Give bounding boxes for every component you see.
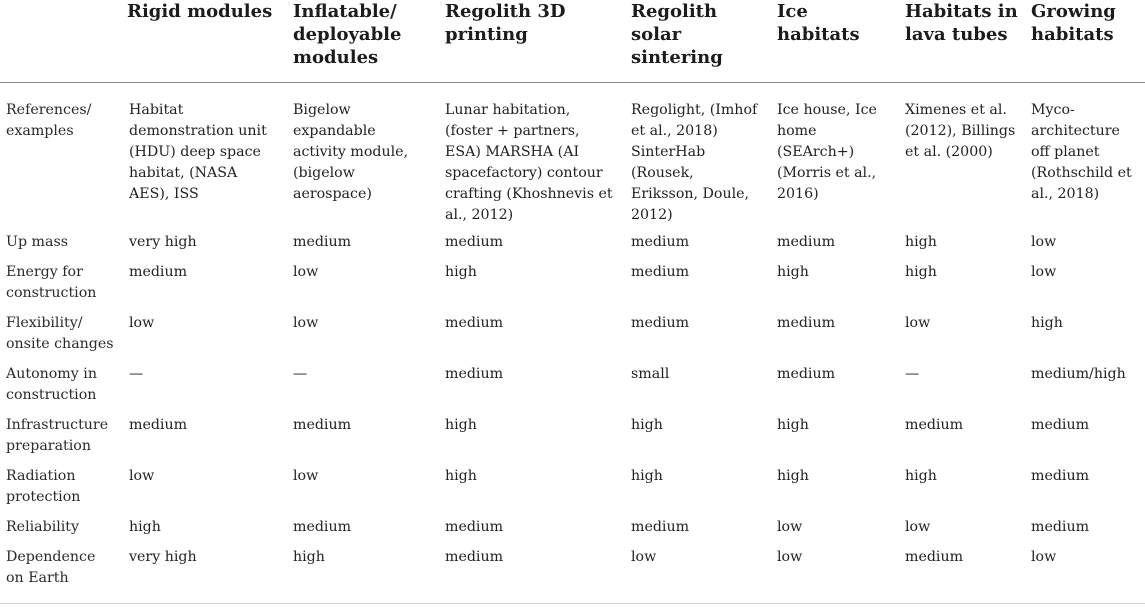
table-row: [0, 466, 1145, 517]
table-cell: low: [777, 519, 803, 535]
table-cell: —: [129, 366, 144, 382]
table-cell: high: [777, 264, 809, 280]
table-cell: medium: [1031, 519, 1090, 535]
table-cell: medium/high: [1031, 366, 1126, 382]
table-cell: medium: [445, 366, 504, 382]
table-cell: medium: [445, 519, 504, 535]
table-cell: high: [777, 468, 809, 484]
table-cell: medium: [631, 264, 690, 280]
row-label: Flexibility/ onsite changes: [6, 315, 114, 352]
row-label: Dependence on Earth: [0, 547, 121, 604]
table-cell: medium: [439, 547, 625, 604]
table-cell: medium: [777, 315, 836, 331]
table-cell: low: [129, 468, 155, 484]
table-cell: medium: [777, 366, 836, 382]
table-cell: medium: [293, 417, 352, 433]
row-label: Radiation protection: [6, 468, 81, 505]
table-cell: low: [293, 264, 319, 280]
table-cell: very high: [129, 234, 197, 250]
table-cell: high: [1031, 315, 1063, 331]
table-cell: low: [293, 315, 319, 331]
header-ice-habitats: Ice habitats: [771, 0, 899, 83]
row-label: References/ examples: [6, 102, 92, 139]
table-cell: high: [777, 417, 809, 433]
table-cell: high: [445, 264, 477, 280]
table-cell: Habitat demonstration unit (HDU) deep space habitat, (NASA AES), ISS: [129, 102, 267, 202]
table-cell: low: [293, 468, 319, 484]
table-cell: —: [293, 366, 308, 382]
table-row: [0, 517, 1145, 547]
table-cell: medium: [293, 234, 352, 250]
table-cell: medium: [631, 234, 690, 250]
row-label: Autonomy in construction: [6, 366, 97, 403]
table-cell: small: [631, 366, 670, 382]
table-cell: low: [1031, 264, 1057, 280]
table-cell: high: [631, 468, 663, 484]
table-row: [0, 262, 1145, 313]
table-cell: high: [905, 468, 937, 484]
table-row: [0, 364, 1145, 415]
table-cell: Bigelow expandable activity module, (bigelow aerospace): [293, 102, 409, 202]
header-row: [0, 0, 1145, 83]
table-cell: Lunar habitation, (foster + partners, ESA) MARSHA (AI spacefactory) contour crafting (Khoshnevis et al., 2012): [445, 102, 613, 223]
table-cell: high: [445, 417, 477, 433]
table-cell: medium: [129, 264, 188, 280]
header-regolith-3d-printing: Regolith 3D printing: [439, 0, 625, 83]
table-cell: medium: [905, 417, 964, 433]
table-cell: high: [287, 547, 439, 604]
table-cell: high: [905, 264, 937, 280]
table-cell: low: [625, 547, 771, 604]
table-cell: —: [905, 366, 920, 382]
row-label: Energy for construction: [6, 264, 97, 301]
table-row: [0, 415, 1145, 466]
table-cell: low: [905, 315, 931, 331]
table-cell: medium: [129, 417, 188, 433]
row-label: Reliability: [6, 519, 80, 535]
table-row: [0, 232, 1145, 262]
table-cell: medium: [1031, 417, 1090, 433]
table-cell: low: [129, 315, 155, 331]
table-cell: Myco-architecture off planet (Rothschild et al., 2018): [1031, 102, 1132, 202]
table-cell: medium: [899, 547, 1025, 604]
table-cell: Ice house, Ice home (SEArch+) (Morris et al., 2016): [777, 102, 877, 202]
table-cell: low: [1025, 547, 1145, 604]
header-regolith-solar-sintering: Regolith solar sintering: [625, 0, 771, 83]
table-row: [0, 313, 1145, 364]
table-cell: Regolight, (Imhof et al., 2018) SinterHab (Rousek, Eriksson, Doule, 2012): [631, 102, 758, 223]
table-cell: very high: [121, 547, 287, 604]
header-empty: [0, 0, 121, 83]
table-row: [0, 547, 1145, 604]
table-cell: medium: [631, 315, 690, 331]
header-inflatable-modules: Inflatable/ deployable modules: [287, 0, 439, 83]
header-lava-tubes: Habitats in lava tubes: [899, 0, 1025, 83]
table-cell: medium: [293, 519, 352, 535]
table-cell: low: [771, 547, 899, 604]
row-label: Up mass: [6, 234, 69, 250]
row-label: Infrastructure preparation: [6, 417, 109, 454]
table-cell: high: [129, 519, 161, 535]
table-cell: Ximenes et al. (2012), Billings et al. (2000): [905, 102, 1016, 160]
table-cell: high: [631, 417, 663, 433]
table-cell: medium: [445, 234, 504, 250]
table-cell: medium: [445, 315, 504, 331]
table-cell: high: [445, 468, 477, 484]
table-cell: high: [905, 234, 937, 250]
table-cell: medium: [631, 519, 690, 535]
table-cell: low: [1031, 234, 1057, 250]
table-cell: medium: [777, 234, 836, 250]
table-row: [0, 83, 1145, 233]
table-cell: low: [905, 519, 931, 535]
table-cell: medium: [1031, 468, 1090, 484]
header-rigid-modules: Rigid modules: [121, 0, 287, 83]
header-growing-habitats: Growing habitats: [1025, 0, 1145, 83]
